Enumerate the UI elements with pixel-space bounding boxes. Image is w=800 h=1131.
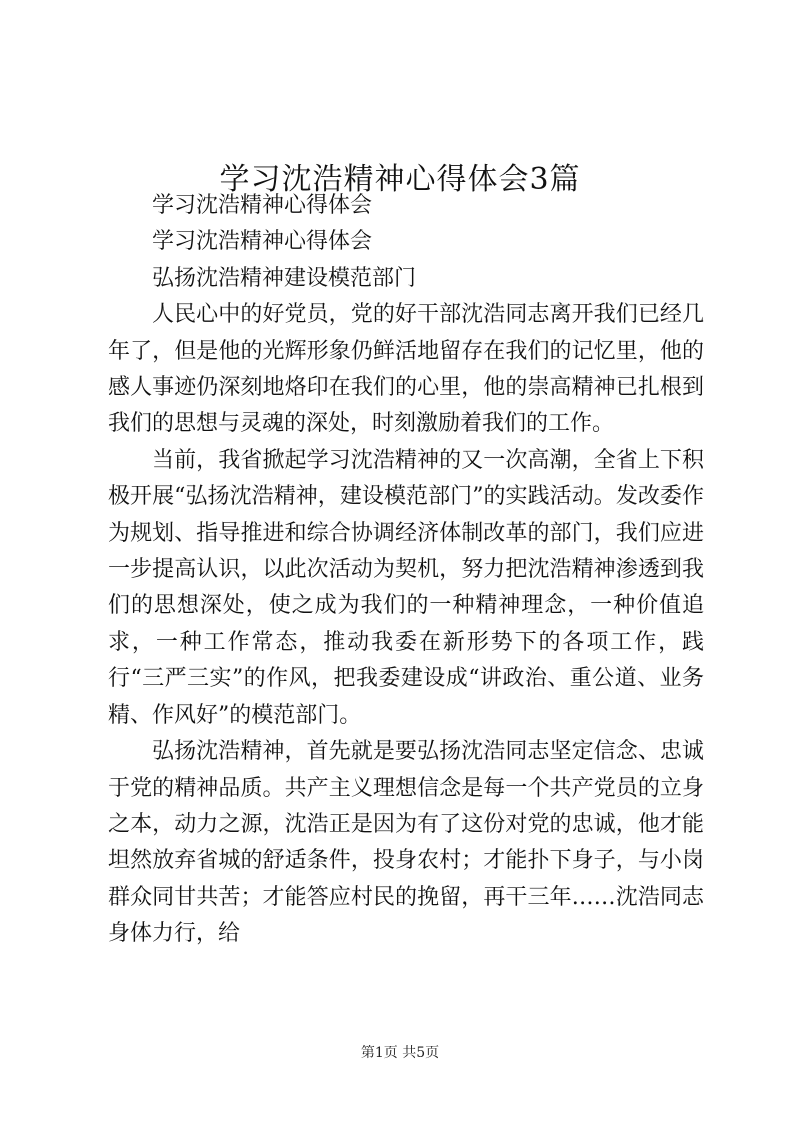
subtitle-line: 学习沈浩精神心得体会 <box>152 193 373 218</box>
document-title: 学习沈浩精神心得体会3篇 <box>219 162 581 198</box>
subtitle-line: 学习沈浩精神心得体会 <box>152 229 373 255</box>
body-paragraph: 弘扬沈浩精神，首先就是要弘扬沈浩同志坚定信念、忠诚于党的精神品质。共产主义理想信念是每一个共产党员的立身之本，动力之源，沈浩正是因为有了这份对党的忠诚，他才能坦然放弃省城的舒适条件，投身农村；才能扑下身子，与小岗群众同甘共苦；才能答应村民的挽留，再干三年……沈浩同志身体力行，给 <box>108 739 704 947</box>
body-paragraph: 当前，我省掀起学习沈浩精神的又一次高潮，全省上下积极开展“弘扬沈浩精神，建设模范部门”的实践活动。发改委作为规划、指导推进和综合协调经济体制改革的部门，我们应进一步提高认识，以此次活动为契机，努力把沈浩精神渗透到我们的思想深处，使之成为我们的一种精神理念，一种价值追求，一种工作常态，推动我委在新形势下的各项工作，践行“三严三实”的作风，把我委建设成“讲政治、重公道、业务精、作风好”的模范部门。 <box>108 447 704 728</box>
body-paragraph: 人民心中的好党员，党的好干部沈浩同志离开我们已经几年了，但是他的光辉形象仍鲜活地留存在我们的记忆里，他的感人事迹仍深刻地烙印在我们的心里，他的崇高精神已扎根到我们的思想与灵魂的深处，时刻激励着我们的工作。 <box>108 302 704 437</box>
page-number-footer: 第1页 共5页 <box>360 1045 440 1061</box>
section-heading: 弘扬沈浩精神建设模范部门 <box>152 265 417 291</box>
document-body <box>108 188 704 953</box>
